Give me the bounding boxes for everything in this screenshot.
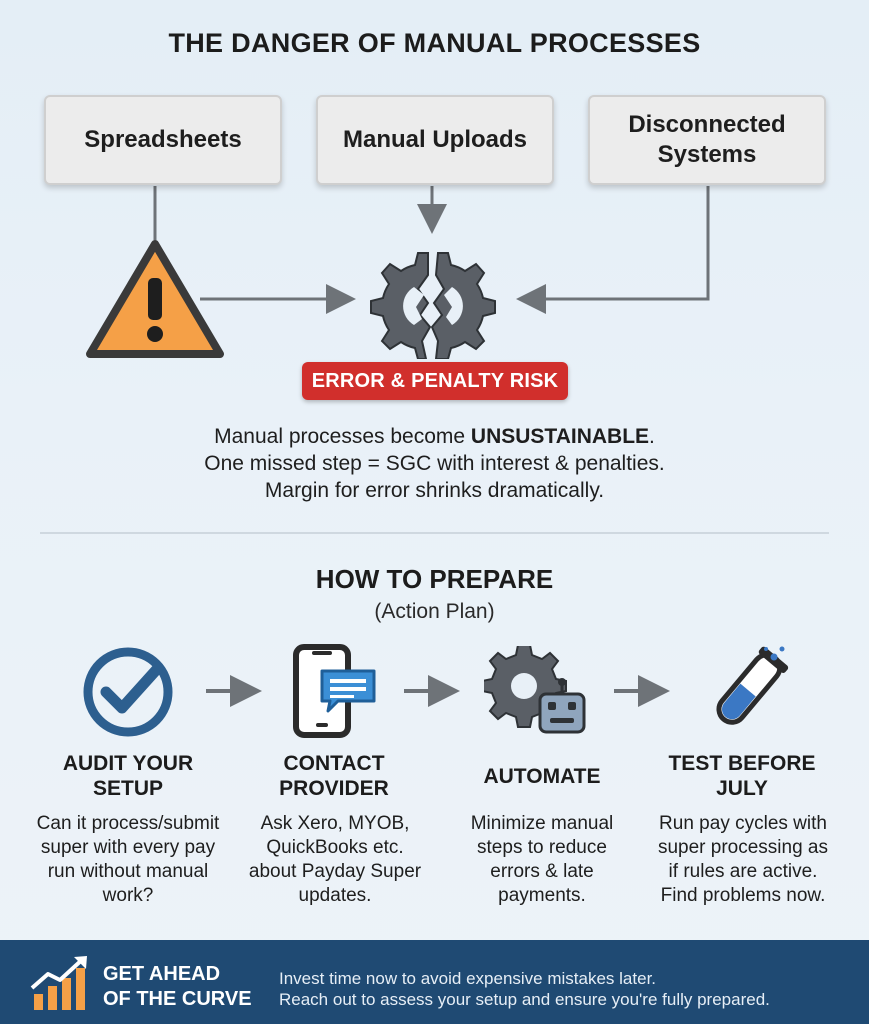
description-line-1-suffix: . bbox=[649, 425, 655, 448]
source-label-spreadsheets: Spreadsheets bbox=[84, 126, 242, 153]
description-unsustainable: UNSUSTAINABLE bbox=[470, 425, 650, 448]
step-heading-contact: CONTACT PROVIDER bbox=[279, 752, 389, 800]
step-text-audit: Can it process/submit super with every pay run without manual work? bbox=[36, 813, 220, 906]
step-heading-automate: AUTOMATE bbox=[483, 765, 601, 788]
error-penalty-risk-badge: ERROR & PENALTY RISK bbox=[302, 362, 568, 400]
growth-chart-icon bbox=[30, 954, 94, 1012]
banner-line-1: Invest time now to avoid expensive mistakes later. bbox=[279, 969, 657, 988]
description-line-2: One missed step = SGC with interest & penalties. bbox=[204, 452, 665, 475]
source-label-disconnected-systems: Disconnected Systems bbox=[628, 111, 786, 168]
prepare-title: HOW TO PREPARE bbox=[315, 564, 554, 594]
step-text-contact: Ask Xero, MYOB, QuickBooks etc. about Payday Super updates. bbox=[248, 813, 422, 906]
danger-title: THE DANGER OF MANUAL PROCESSES bbox=[168, 28, 701, 58]
step-text-test: Run pay cycles with super processing as if rules are active. Find problems now. bbox=[657, 813, 829, 906]
banner-heading: GET AHEAD OF THE CURVE bbox=[103, 963, 252, 1010]
step-text-automate: Minimize manual steps to reduce errors & late payments. bbox=[470, 813, 614, 906]
prepare-subtitle: (Action Plan) bbox=[374, 600, 495, 623]
source-label-manual-uploads: Manual Uploads bbox=[342, 126, 528, 153]
banner-line-2: Reach out to assess your setup and ensure you're fully prepared. bbox=[279, 990, 770, 1009]
description-line-1-prefix: Manual processes become bbox=[214, 425, 471, 448]
step-heading-audit: AUDIT YOUR SETUP bbox=[62, 752, 194, 800]
banner-text bbox=[279, 968, 859, 1010]
description-line-3: Margin for error shrinks dramatically. bbox=[264, 479, 605, 502]
step-heading-test: TEST BEFORE JULY bbox=[668, 752, 816, 800]
